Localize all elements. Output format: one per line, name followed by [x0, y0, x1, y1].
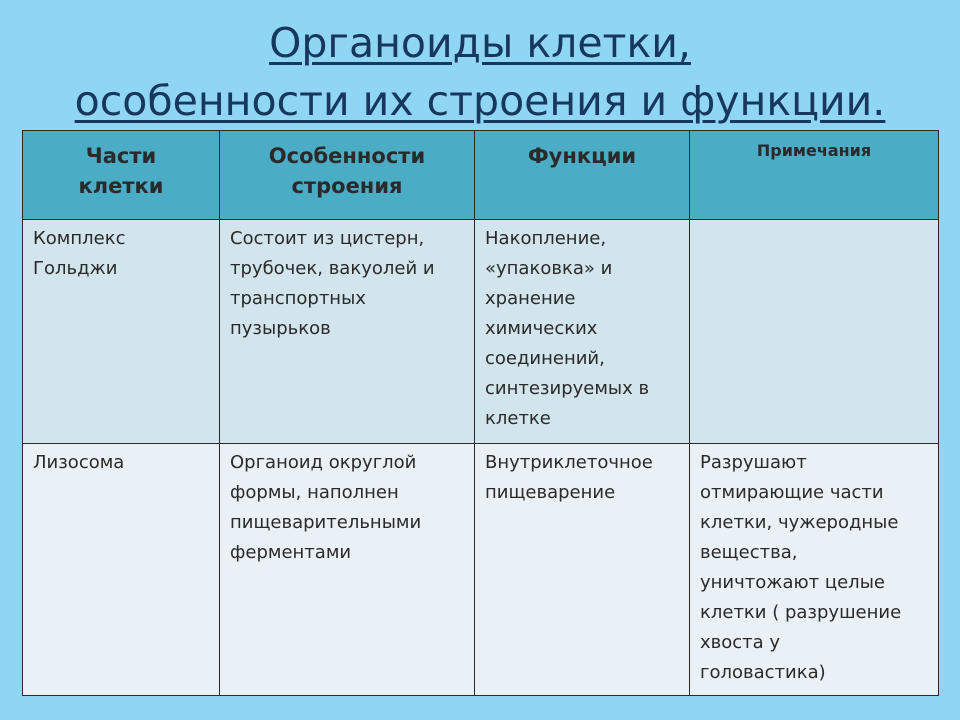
cell-function: Накопление, «упаковка» и хранение химических соединений, синтезируемых в клетке — [475, 220, 690, 444]
page-title — [0, 14, 960, 130]
cell-notes — [690, 220, 939, 444]
header-notes: Примечания — [690, 131, 939, 220]
table-row — [23, 220, 939, 444]
cell-part: Лизосома — [23, 444, 220, 696]
cell-notes: Разрушают отмирающие части клетки, чужеродные вещества, уничтожают целые клетки ( разрушение хвоста у головастика) — [690, 444, 939, 696]
organelles-table-container — [22, 130, 938, 696]
header-structure: Особенности строения — [220, 131, 475, 220]
cell-structure: Органоид округлой формы, наполнен пищеварительными ферментами — [220, 444, 475, 696]
organelles-table — [22, 130, 939, 696]
cell-structure: Состоит из цистерн, трубочек, вакуолей и транспортных пузырьков — [220, 220, 475, 444]
header-functions: Функции — [475, 131, 690, 220]
title-line-2: особенности их строения и функции. — [74, 77, 886, 125]
table-header-row — [23, 131, 939, 220]
header-parts: Части клетки — [23, 131, 220, 220]
table-row — [23, 444, 939, 696]
title-line-1: Органоиды клетки, — [269, 19, 691, 67]
cell-function: Внутриклеточное пищеварение — [475, 444, 690, 696]
cell-part: Комплекс Гольджи — [23, 220, 220, 444]
